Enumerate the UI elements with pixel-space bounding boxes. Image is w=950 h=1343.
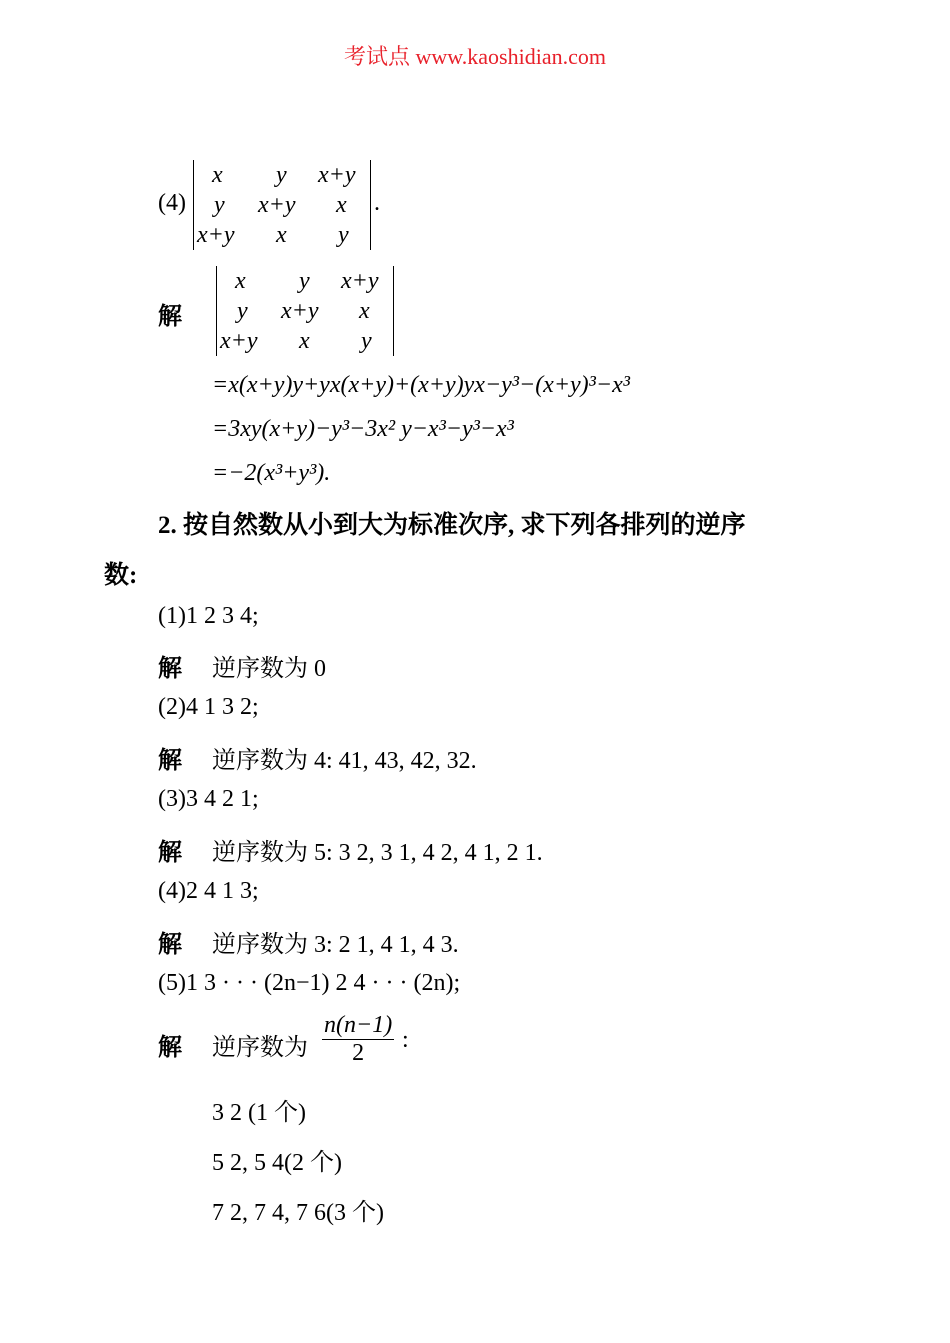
det-cell: x+y (318, 162, 356, 188)
fraction (322, 1012, 394, 1067)
item-answer-label: 解 (158, 656, 182, 682)
determinant-solution (216, 266, 394, 356)
site-header[interactable]: 考试点 www.kaoshidian.com (344, 44, 606, 69)
det-cell: x (336, 192, 347, 218)
period: . (374, 190, 380, 216)
det-cell: x (212, 162, 223, 188)
item-answer: 逆序数为 (212, 1035, 308, 1061)
det-cell: x (235, 268, 246, 294)
det-cell: x (299, 328, 310, 354)
equation-line-3: =−2(x³+y³). (212, 460, 331, 486)
determinant-question (193, 160, 371, 250)
det-cell: x+y (281, 298, 319, 324)
fraction-numerator: n(n−1) (324, 1012, 393, 1038)
det-cell: x (276, 222, 287, 248)
det-cell: y (214, 192, 225, 218)
det-cell: x+y (341, 268, 379, 294)
det-cell: y (361, 328, 372, 354)
item-question: (3)3 4 2 1; (158, 786, 259, 812)
problem-2-text: 2. 按自然数从小到大为标准次序, 求下列各排列的逆序 (158, 512, 746, 539)
det-cell: y (276, 162, 287, 188)
solution-label: 解 (158, 304, 182, 330)
det-cell: x (359, 298, 370, 324)
item-answer: 逆序数为 0 (212, 656, 326, 682)
det-cell: x+y (197, 222, 235, 248)
det-cell: x+y (258, 192, 296, 218)
problem-2-text-cont: 数: (104, 562, 138, 589)
item-answer: 逆序数为 5: 3 2, 3 1, 4 2, 4 1, 2 1. (212, 840, 543, 866)
det-cell: y (299, 268, 310, 294)
item-answer: 逆序数为 4: 41, 43, 42, 32. (212, 748, 477, 774)
item-question: (5)1 3 · · · (2n−1) 2 4 · · · (2n); (158, 970, 461, 996)
fraction-denominator: 2 (352, 1040, 365, 1066)
question-label: (4) (158, 190, 186, 216)
sublist-item: 3 2 (1 个) (212, 1100, 306, 1126)
det-cell: x+y (220, 328, 258, 354)
det-cell: y (338, 222, 349, 248)
item-answer-label: 解 (158, 932, 182, 958)
item-answer: 逆序数为 3: 2 1, 4 1, 4 3. (212, 932, 459, 958)
fraction-suffix: : (402, 1027, 409, 1053)
item-question: (2)4 1 3 2; (158, 694, 259, 720)
sublist-item: 5 2, 5 4(2 个) (212, 1150, 342, 1176)
equation-line-1: =x(x+y)y+yx(x+y)+(x+y)yx−y³−(x+y)³−x³ (212, 372, 630, 398)
item-answer-label: 解 (158, 840, 182, 866)
equation-line-2: =3xy(x+y)−y³−3x² y−x³−y³−x³ (212, 416, 514, 442)
sublist-item: 7 2, 7 4, 7 6(3 个) (212, 1200, 384, 1226)
det-cell: y (237, 298, 248, 324)
item-question: (1)1 2 3 4; (158, 603, 259, 629)
item-answer-label: 解 (158, 1035, 182, 1061)
item-question: (4)2 4 1 3; (158, 878, 259, 904)
item-answer-label: 解 (158, 748, 182, 774)
